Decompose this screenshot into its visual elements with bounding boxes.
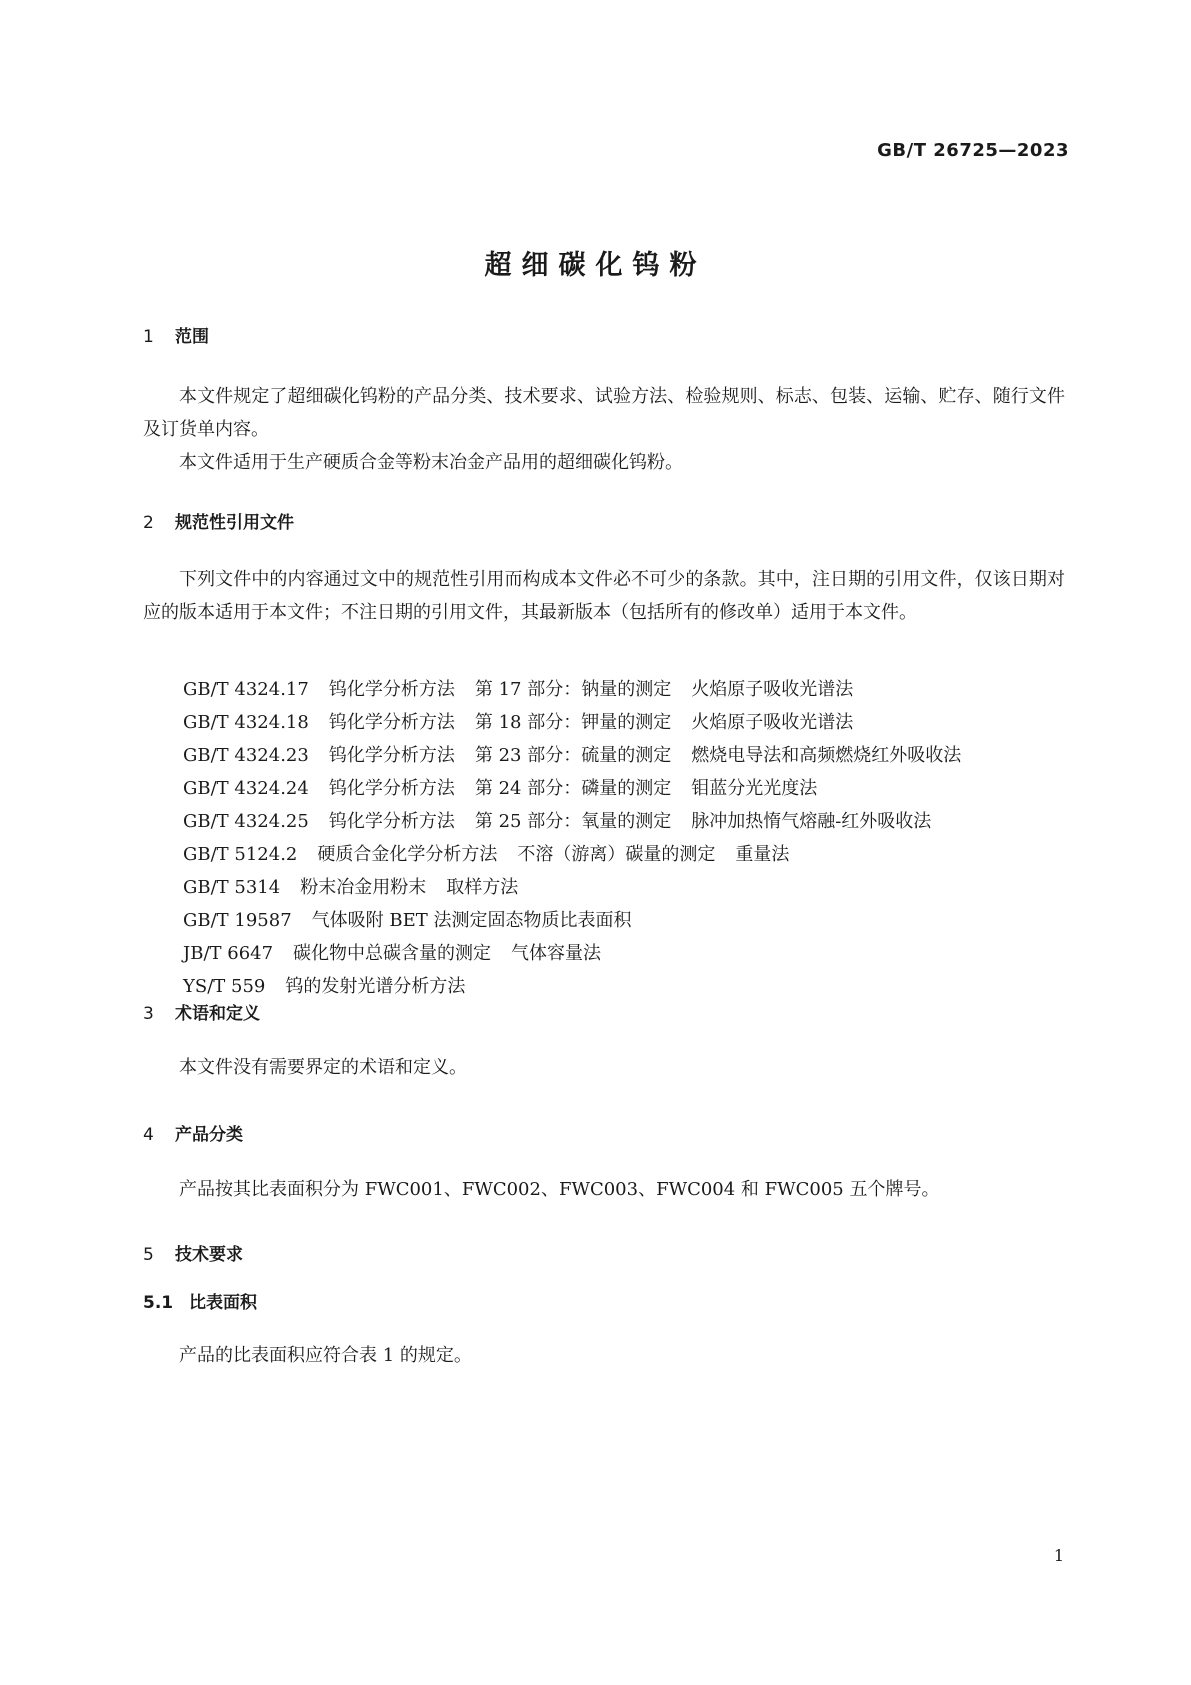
ref-part: 第 18 部分：钾量的测定 (474, 712, 672, 733)
ref-part: 取样方法 (446, 877, 519, 898)
section-1-heading (143, 322, 209, 347)
ref-part: 第 25 部分：氧量的测定 (474, 811, 672, 832)
ref-title: 碳化物中总碳含量的测定 (293, 943, 492, 964)
ref-code: GB/T 4324.25 (183, 811, 309, 832)
section-2-paragraph-1: 下列文件中的内容通过文中的规范性引用而构成本文件必不可少的条款。其中，注日期的引用文件，仅该日期对应的版本适用于本文件；不注日期的引用文件，其最新版本（包括所有的修改单）适用于本文件。 (143, 569, 1065, 623)
section-title: 规范性引用文件 (175, 513, 294, 533)
ref-code: JB/T 6647 (183, 943, 274, 964)
reference-item (183, 970, 961, 1003)
reference-item (183, 805, 961, 838)
section-title: 技术要求 (175, 1245, 243, 1265)
reference-item (183, 739, 961, 772)
document-title: 超细碳化钨粉 (484, 250, 707, 281)
ref-code: YS/T 559 (183, 976, 266, 997)
section-3-heading (143, 999, 260, 1024)
ref-part: 气体容量法 (511, 943, 602, 964)
reference-item (183, 937, 961, 970)
reference-item (183, 904, 961, 937)
ref-title: 气体吸附 BET 法测定固态物质比表面积 (311, 910, 632, 931)
reference-item (183, 772, 961, 805)
section-number: 1 (143, 327, 154, 347)
ref-method: 重量法 (735, 844, 790, 865)
section-title: 范围 (175, 327, 209, 347)
section-4-heading (143, 1120, 243, 1145)
normative-reference-list (183, 673, 961, 1003)
ref-code: GB/T 4324.18 (183, 712, 309, 733)
section-number: 5 (143, 1245, 154, 1265)
section-4-paragraph-1: 产品按其比表面积分为 FWC001、FWC002、FWC003、FWC004 和 FWC005 五个牌号。 (179, 1179, 940, 1200)
ref-part: 第 23 部分：硫量的测定 (474, 745, 672, 766)
reference-item (183, 838, 961, 871)
ref-title: 钨化学分析方法 (328, 811, 455, 832)
ref-title: 钨化学分析方法 (328, 712, 455, 733)
ref-method: 火焰原子吸收光谱法 (691, 712, 854, 733)
section-5-1-paragraph-1: 产品的比表面积应符合表 1 的规定。 (179, 1345, 472, 1366)
section-number: 3 (143, 1004, 154, 1024)
ref-code: GB/T 19587 (183, 910, 292, 931)
ref-title: 钨化学分析方法 (328, 679, 455, 700)
section-title: 术语和定义 (175, 1004, 260, 1024)
ref-code: GB/T 4324.17 (183, 679, 309, 700)
ref-code: GB/T 4324.24 (183, 778, 309, 799)
ref-method: 火焰原子吸收光谱法 (691, 679, 854, 700)
section-1-paragraph-1: 本文件规定了超细碳化钨粉的产品分类、技术要求、试验方法、检验规则、标志、包装、运输、贮存、随行文件及订货单内容。 (143, 386, 1065, 440)
standard-number: GB/T 26725—2023 (877, 140, 1069, 161)
ref-method: 脉冲加热惰气熔融-红外吸收法 (691, 811, 932, 832)
ref-part: 第 17 部分：钠量的测定 (474, 679, 672, 700)
section-number: 4 (143, 1125, 154, 1145)
ref-title: 粉末冶金用粉末 (300, 877, 427, 898)
section-title: 比表面积 (189, 1293, 257, 1313)
section-title: 产品分类 (175, 1125, 243, 1145)
ref-title: 钨化学分析方法 (328, 745, 455, 766)
ref-code: GB/T 5314 (183, 877, 281, 898)
section-2-heading (143, 508, 294, 533)
reference-item (183, 871, 961, 904)
ref-code: GB/T 4324.23 (183, 745, 309, 766)
ref-part: 不溶（游离）碳量的测定 (517, 844, 716, 865)
section-1-paragraph-2: 本文件适用于生产硬质合金等粉末冶金产品用的超细碳化钨粉。 (179, 452, 683, 473)
ref-method: 钼蓝分光光度法 (691, 778, 818, 799)
reference-item (183, 706, 961, 739)
ref-title: 硬质合金化学分析方法 (317, 844, 498, 865)
ref-method: 燃烧电导法和高频燃烧红外吸收法 (691, 745, 962, 766)
ref-part: 第 24 部分：磷量的测定 (474, 778, 672, 799)
section-3-paragraph-1: 本文件没有需要界定的术语和定义。 (179, 1057, 467, 1078)
ref-title: 钨化学分析方法 (328, 778, 455, 799)
section-5-heading (143, 1240, 243, 1265)
reference-item (183, 673, 961, 706)
ref-code: GB/T 5124.2 (183, 844, 298, 865)
page-number: 1 (1053, 1546, 1064, 1565)
ref-title: 钨的发射光谱分析方法 (285, 976, 466, 997)
section-number: 2 (143, 513, 154, 533)
section-5-1-heading (143, 1288, 257, 1313)
section-number: 5.1 (143, 1293, 174, 1313)
